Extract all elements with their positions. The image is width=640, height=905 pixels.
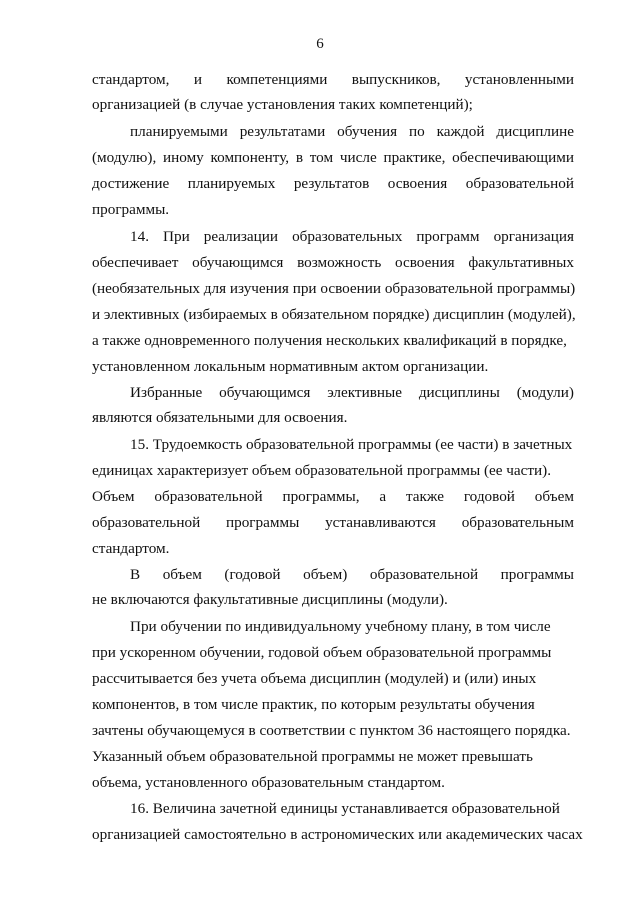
word: компоненту, [210,149,290,166]
word: В [130,566,141,583]
word: дисциплины [418,384,500,401]
word: установленными [464,71,574,88]
word: организация [493,228,574,245]
text-line: установленном локальным нормативным актом организации. [92,358,489,375]
text-line [130,123,574,141]
word: по [409,123,425,140]
word: результатов [293,175,370,192]
word: числе [339,149,377,166]
word: освоения [395,254,455,271]
word: Избранные [130,384,203,401]
word: планируемыми [130,123,228,140]
word: освоения [387,175,448,192]
word: факультативных [468,254,574,271]
word: устанавливаются [325,514,436,531]
word: образовательным [461,514,574,531]
text-line: организацией самостоятельно в астрономических или академических часах [92,826,583,843]
text-line [92,71,574,89]
word: (годовой [224,566,281,583]
text-line [130,384,574,402]
word: объем [162,566,202,583]
text-line [130,228,574,246]
word: (модули) [516,384,574,401]
word: компетенциями [226,71,328,88]
word: программ [416,228,480,245]
word: обеспечивающими [452,149,574,166]
text-line: (необязательных для изучения при освоении образовательной программы) [92,280,576,297]
word: образовательной [154,488,263,505]
text-line: рассчитывается без учета объема дисциплин (модулей) и (или) иных [92,670,537,687]
text-line: при ускоренном обучении, годовой объем образовательной программы [92,644,552,661]
word: дисциплине [496,123,574,140]
word: программы [225,514,300,531]
word: и [193,71,203,88]
text-line: организацией (в случае установления таких компетенций); [92,96,473,113]
text-line [92,149,574,167]
text-line: программы. [92,201,170,218]
word: результатами [239,123,326,140]
text-line [92,514,574,532]
word: обучающимся [192,254,284,271]
text-line [92,254,574,272]
text-line: 16. Величина зачетной единицы устанавливается образовательной [130,800,560,817]
text-line: компонентов, в том числе практик, по которым результаты обучения [92,696,535,713]
word: обучающимся [219,384,311,401]
word: также [405,488,444,505]
word: годовой [463,488,515,505]
text-line: При обучении по индивидуальному учебному плану, в том числе [130,618,551,635]
word: обеспечивает [92,254,179,271]
word: а [379,488,387,505]
word: образовательных [292,228,403,245]
word: выпускников, [351,71,441,88]
word: достижение [92,175,170,192]
text-line: а также одновременного получения нескольких квалификаций в порядке, [92,332,567,349]
word: иному [163,149,204,166]
word: каждой [436,123,485,140]
word: возможность [297,254,382,271]
word: практике, [383,149,446,166]
word: 14. [130,228,149,245]
text-line [92,488,574,506]
text-line: и элективных (избираемых в обязательном порядке) дисциплин (модулей), [92,306,576,323]
page-number: 6 [316,36,324,52]
text-line: зачтены обучающемуся в соответствии с пунктом 36 настоящего порядка. [92,722,571,739]
text-line: не включаются факультативные дисциплины (модули). [92,591,448,608]
text-line: являются обязательными для освоения. [92,409,348,426]
word: стандартом, [92,71,170,88]
word: образовательной [92,514,201,531]
word: Объем [92,488,135,505]
word: При [163,228,190,245]
word: планируемых [187,175,276,192]
word: программы [500,566,574,583]
word: реализации [203,228,279,245]
text-line: 15. Трудоемкость образовательной программы (ее части) в зачетных [130,436,573,453]
text-line: единицах характеризует объем образовательной программы (ее части). [92,462,552,479]
text-line: стандартом. [92,540,170,557]
word: (модулю), [92,149,157,166]
word: обучения [337,123,398,140]
word: программы, [282,488,360,505]
text-line: объема, установленного образовательным стандартом. [92,774,445,791]
word: элективные [327,384,402,401]
word: в [295,149,303,166]
text-line [130,566,574,584]
word: объем) [303,566,348,583]
word: том [309,149,334,166]
word: образовательной [465,175,574,192]
word: объем [534,488,574,505]
word: образовательной [369,566,479,583]
text-line [92,175,574,193]
text-line: Указанный объем образовательной программы не может превышать [92,748,533,765]
